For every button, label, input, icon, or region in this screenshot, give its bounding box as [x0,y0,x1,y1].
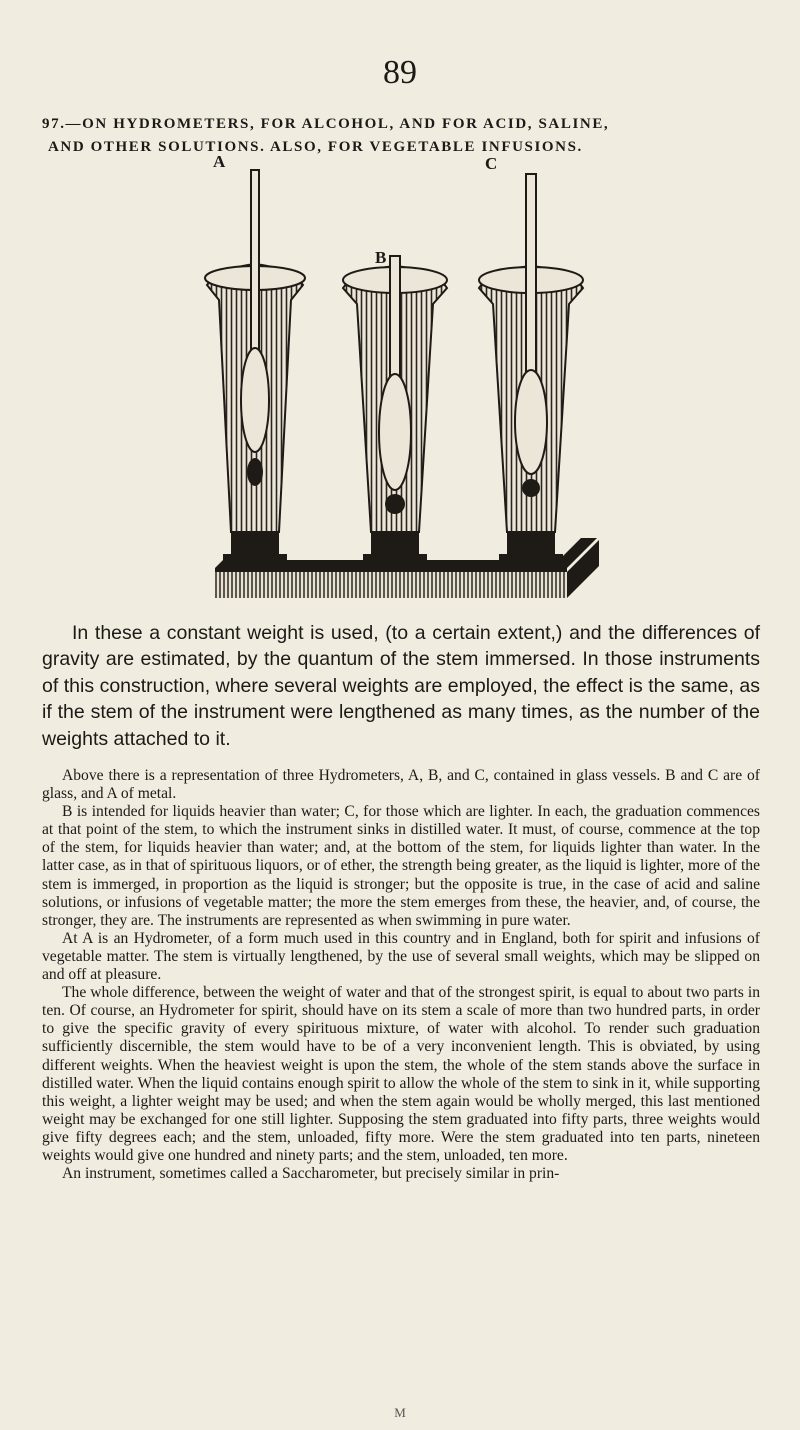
heading-line-1: 97.—ON HYDROMETERS, FOR ALCOHOL, AND FOR ACID, SALINE, [42,116,610,132]
body-paragraph: At A is an Hydrometer, of a form much used in this country and in England, both for spirit and infusions of vegetable matter. The stem is virtually lengthened, by the use of several small weights, which may be slipped on and off at pleasure. [42,929,760,984]
vessel-c [479,174,583,560]
vessel-a [205,170,305,560]
signature-mark: M [394,1405,406,1420]
vessel-b [343,256,447,560]
intro-paragraph: In these a constant weight is used, (to a certain extent,) and the differences of gravity are estimated, by the quantum of the stem immersed. In those instruments of this construction, where several weights are employed, the effect is the same, as if the stem of the instrument were lengthened as many times, as the number of the weights attached to it. [42,622,760,750]
figure-label-c: C [485,154,498,173]
heading-line-2: AND OTHER SOLUTIONS. ALSO, FOR VEGETABLE INFUSIONS. [48,139,583,155]
body-paragraph: The whole difference, between the weight of water and that of the strongest spirit, is equal to about two parts in ten. Of course, an Hydrometer for spirit, should have on its stem a scale of more than two hundred parts, in order to give the specific gravity of every spirituous mixture, of water with alcohol. To render such graduation sufficiently discernible, the stem would have to be of a very inconvenient length. This is obviated, by using different weights. When the heaviest weight is upon the stem, the whole of the stem stands above the surface in distilled water. When the liquid contains enough spirit to allow the whole of the stem to sink in it, while supporting this weight, a lighter weight may be used; and when the stem again would be wholly merged, this last mentioned weight may be exchanged for one still lighter. Supposing the stem graduated into fifty parts, three weights would give fifty degrees each; and the stem, unloaded, fifty more. Were the stem graduated into ten parts, nineteen weights would give one hundred and ninety parts; and the stem, unloaded, ten more. [42,984,760,1164]
body-paragraph: An instrument, sometimes called a Saccharometer, but precisely similar in prin- [62,1165,560,1183]
body-text [42,767,760,1183]
section-heading [42,113,782,159]
figure-label-b: B [375,248,387,267]
body-paragraph: Above there is a representation of three Hydrometers, A, B, and C, contained in glass vessels. B and C are of glass, and A of metal. [42,767,760,803]
page-number: 89 [383,54,417,91]
hydrometer-engraving [195,160,615,605]
body-paragraph: B is intended for liquids heavier than water; C, for those which are lighter. In each, the graduation commences at that point of the stem, to which the instrument sinks in distilled water. It must, of course, commence at the top of the stem, for liquids heavier than water; and, at the bottom of the stem, for liquids lighter than water. In the latter case, as in that of spirituous liquors, or of ether, the strength being greater, as the liquid is lighter, more of the stem is immerged, in proportion as the liquid is stronger; but the opposite is true, in the case of acid and saline solutions, or infusions of vegetable matter; the more the stem emerges from these, the heavier, and, of course, the stronger, they are. The instruments are represented as when swimming in pure water. [42,803,760,929]
figure-label-a: A [213,152,226,171]
hydrometers-illustration [195,152,615,605]
